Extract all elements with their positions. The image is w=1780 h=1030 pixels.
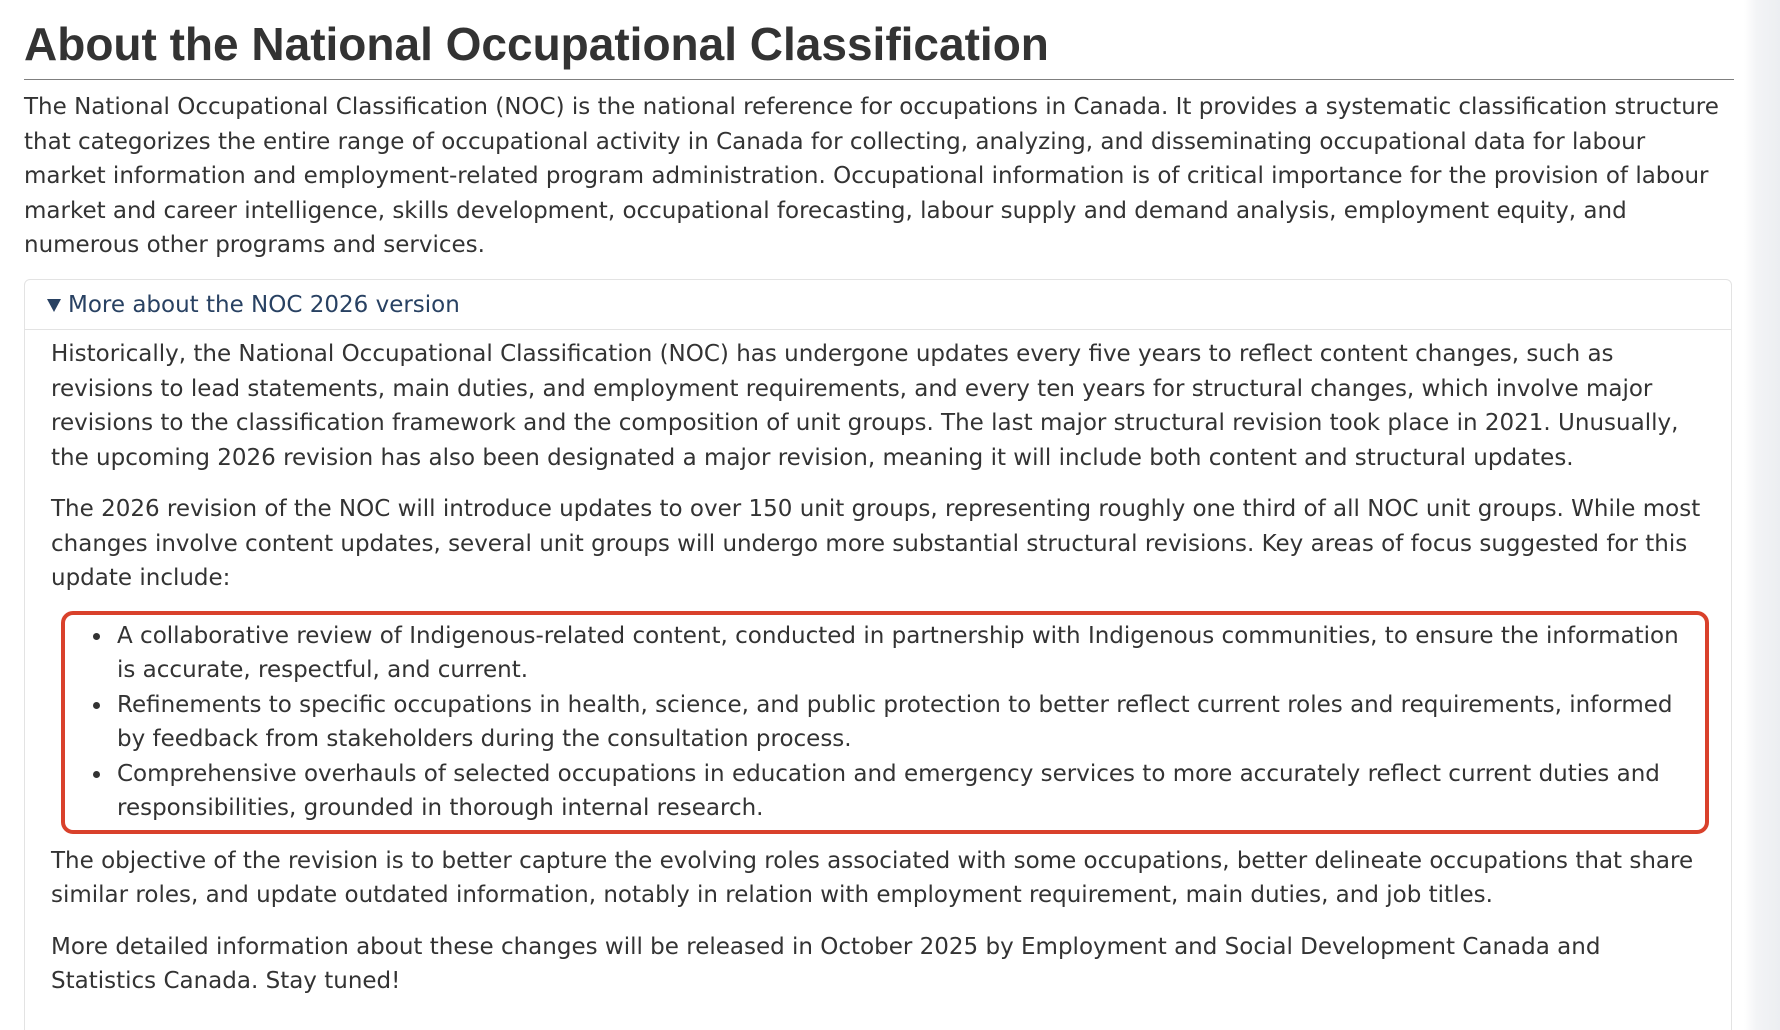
intro-paragraph: The National Occupational Classification (NOC) is the national reference for occupations in Canada. It provides a systematic classification structure that categorizes the entire range of occupational activity in Canada for collecting, analyzing, and disseminating occupational data for labour market information and employment-related program administration. Occupational information is of critical importance for the provision of labour market and career intelligence, skills development, occupational forecasting, labour supply and demand analysis, employment equity, and numerous other programs and services. xyxy=(24,94,1719,258)
history-paragraph: Historically, the National Occupational Classification (NOC) has undergone updates every five years to reflect content changes, such as revisions to lead statements, main duties, and employment requirements, and every ten years for structural changes, which involve major revisions to the classification framework and the composition of unit groups. The last major structural revision took place in 2021. Unusually, the upcoming 2026 revision has also been designated a major revision, meaning it will include both content and structural updates. xyxy=(51,341,1679,471)
release-info-paragraph: More detailed information about these changes will be released in October 2025 by Employment and Social Development Canada and Statistics Canada. Stay tuned! xyxy=(51,933,1601,994)
list-item: • A collaborative review of Indigenous-related content, conducted in partnership with Indigenous communities, to ensure the information is accurate, respectful, and current. xyxy=(113,619,1685,688)
highlighted-focus-areas xyxy=(61,611,1709,834)
page-edge-shadow xyxy=(1744,0,1780,1030)
details-summary-label[interactable]: More about the NOC 2026 version xyxy=(68,291,460,318)
list-item: • Comprehensive overhauls of selected occupations in education and emergency services to more accurately reflect current duties and responsibilities, grounded in thorough internal research. xyxy=(113,757,1685,826)
revision-paragraph: The 2026 revision of the NOC will introduce updates to over 150 unit groups, representing roughly one third of all NOC unit groups. While most changes involve content updates, several unit groups will undergo more substantial structural revisions. Key areas of focus suggested for this update include: xyxy=(51,496,1701,591)
title-divider xyxy=(24,79,1734,80)
objective-paragraph: The objective of the revision is to better capture the evolving roles associated with some occupations, better delineate occupations that share similar roles, and update outdated information, notably in relation with employment requirement, main duties, and job titles. xyxy=(51,847,1694,908)
noc-2026-details xyxy=(24,279,1732,1030)
details-summary-toggle[interactable] xyxy=(25,280,1731,330)
details-body xyxy=(25,330,1737,999)
list-item: • Refinements to specific occupations in health, science, and public protection to better reflect current roles and requirements, informed by feedback from stakeholders during the consultation process. xyxy=(113,688,1685,757)
main-content xyxy=(24,0,1734,994)
focus-areas-list xyxy=(65,619,1685,826)
page-title: About the National Occupational Classification xyxy=(24,18,1049,70)
expanded-triangle-icon xyxy=(47,299,61,312)
